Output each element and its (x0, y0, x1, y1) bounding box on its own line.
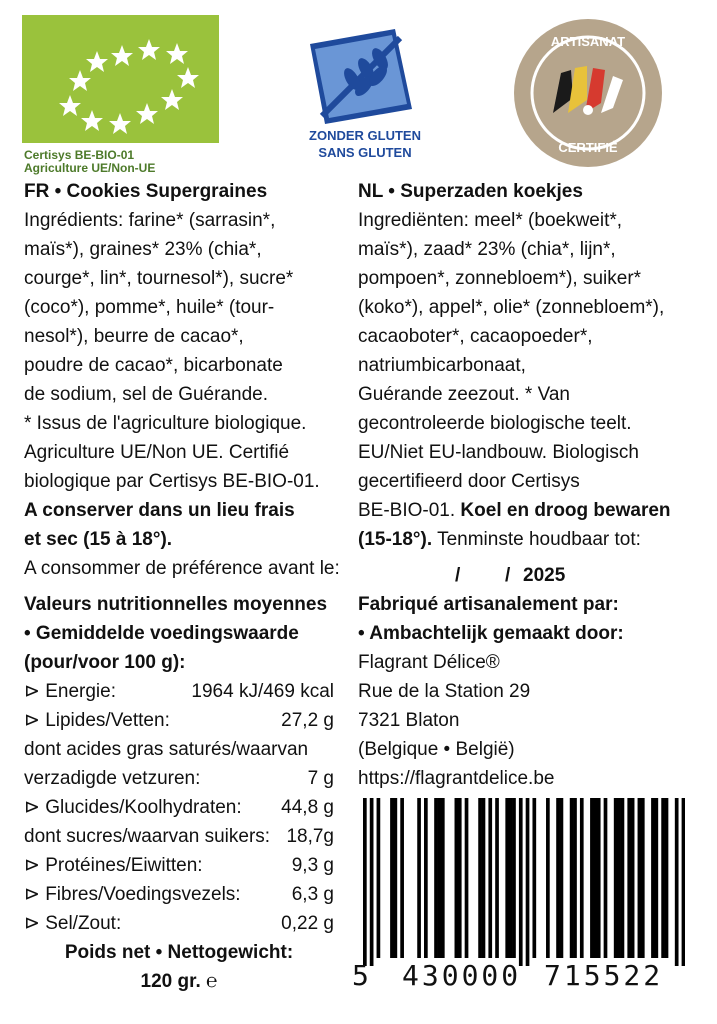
fr-ingredients-line: nesol*), beurre de cacao*, (24, 326, 244, 347)
barcode-guard-bar (526, 798, 530, 966)
nutrition-row-protein: ⊳ Protéines/Eiwitten: 9,3 g (24, 855, 334, 876)
fr-ingredients-line: Ingrédients: farine* (sarrasin*, (24, 210, 276, 231)
barcode-bar (390, 798, 394, 958)
barcode-bar (560, 798, 564, 958)
barcode-bar (505, 798, 509, 958)
nutrition-row-fibre: ⊳ Fibres/Voedingsvezels: 6,3 g (24, 884, 334, 905)
barcode-bar (546, 798, 550, 958)
nl-organic-note: gecertifieerd door Certisys (358, 471, 580, 492)
nl-ingredients-line: Guérande zeezout. * Van (358, 384, 570, 405)
maker-title: • Ambachtelijk gemaakt door: (358, 623, 624, 644)
barcode-bar (651, 798, 655, 958)
barcode-bar (377, 798, 381, 958)
maker-title: Fabriqué artisanalement par: (358, 594, 619, 615)
artisanat-certifie-logo (513, 18, 663, 168)
barcode-bar (597, 798, 601, 958)
nutrition-row-fat: ⊳ Lipides/Vetten: 27,2 g (24, 710, 334, 731)
maker-name: Flagrant Délice® (358, 652, 500, 673)
nl-best-before: (15-18°). Tenminste houdbaar tot: (358, 529, 641, 550)
fr-ingredients-line: poudre de cacao*, bicarbonate (24, 355, 283, 376)
nl-ingredients-line: maïs*), zaad* 23% (chia*, lijn*, (358, 239, 616, 260)
fr-storage: et sec (15 à 18°). (24, 529, 173, 550)
nutrition-row-saturates: verzadigde vetzuren: 7 g (24, 768, 334, 789)
barcode-bar (614, 798, 618, 958)
barcode-bar (654, 798, 658, 958)
barcode-bar (617, 798, 621, 958)
barcode-guard-bar (363, 798, 367, 966)
barcode-guard-bar (370, 798, 374, 966)
barcode-bar (573, 798, 577, 958)
barcode-bar (604, 798, 608, 958)
gluten-free-wheat-icon (300, 24, 430, 174)
svg-text:ARTISANAT: ARTISANAT (550, 34, 626, 49)
date-slash: / (505, 565, 511, 586)
fr-best-before: A consommer de préférence avant le: (24, 558, 340, 579)
nl-ingredients-line: pompoen*, zonnebloem*), suiker* (358, 268, 642, 289)
barcode-bar (455, 798, 459, 958)
barcode-guard-bar (675, 798, 679, 966)
svg-text:CERTIFIÉ: CERTIFIÉ (558, 140, 618, 155)
fr-organic-note: Agriculture UE/Non UE. Certifié (24, 442, 290, 463)
date-year: 2025 (523, 565, 566, 586)
barcode-bar (458, 798, 462, 958)
barcode-bar (400, 798, 404, 958)
maker-street: Rue de la Station 29 (358, 681, 531, 702)
barcode-bar (556, 798, 560, 958)
fr-title: FR • Cookies Supergraines (24, 181, 268, 202)
net-weight-label: Poids net • Nettogewicht: (64, 942, 294, 963)
barcode-bar (638, 798, 642, 958)
fr-ingredients-line: courge*, lin*, tournesol*), sucre* (24, 268, 294, 289)
nutrition-row-salt: ⊳ Sel/Zout: 0,22 g (24, 913, 334, 934)
nutrition-title: Valeurs nutritionnelles moyennes (24, 594, 328, 615)
fr-ingredients-line: de sodium, sel de Guérande. (24, 384, 268, 405)
barcode-bar (441, 798, 445, 958)
barcode-bar (438, 798, 442, 958)
barcode-bar (593, 798, 597, 958)
barcode-bar (478, 798, 482, 958)
barcode-bar (482, 798, 486, 958)
fr-organic-note: * Issus de l'agriculture biologique. (24, 413, 307, 434)
barcode-bar (590, 798, 594, 958)
barcode-bar (570, 798, 574, 958)
barcode-bar (661, 798, 665, 958)
barcode-guard-bar (519, 798, 523, 966)
barcode-guard-bar (682, 798, 685, 966)
nl-ingredients-line: cacaoboter*, cacaopoeder*, (358, 326, 593, 347)
barcode-bar (509, 798, 513, 958)
artisan-hands-icon (513, 18, 663, 168)
maker-city: 7321 Blaton (358, 710, 460, 731)
maker-country: (Belgique • België) (358, 739, 515, 760)
barcode-bars-icon (363, 798, 685, 966)
nl-title: NL • Superzaden koekjes (358, 181, 583, 202)
barcode-bar (417, 798, 421, 958)
barcode-bar (641, 798, 645, 958)
nutrition-row-carbohydrates: ⊳ Glucides/Koolhydraten: 44,8 g (24, 797, 334, 818)
svg-text:SANS GLUTEN: SANS GLUTEN (318, 145, 412, 160)
fr-organic-note: biologique par Certisys BE-BIO-01. (24, 471, 320, 492)
nutrition-row-energy: ⊳ Energie: 1964 kJ/469 kcal (24, 681, 334, 702)
nl-ingredients-line: (koko*), appel*, olie* (zonnebloem*), (358, 297, 665, 318)
fr-storage: A conserver dans un lieu frais (24, 500, 295, 521)
net-weight: 120 gr. ℮ (140, 971, 218, 992)
organic-certification-text: Certisys BE-BIO-01 Agriculture UE/Non-UE (24, 148, 156, 175)
date-slash: / (455, 565, 461, 586)
fr-ingredients-line: maïs*), graines* 23% (chia*, (24, 239, 262, 260)
barcode (363, 798, 685, 966)
nl-storage: BE-BIO-01. Koel en droog bewaren (358, 500, 671, 521)
nl-ingredients-line: Ingrediënten: meel* (boekweit*, (358, 210, 623, 231)
eu-organic-leaf-icon (22, 15, 219, 143)
gluten-free-logo (300, 24, 430, 174)
eu-organic-logo (22, 15, 219, 143)
nl-organic-note: EU/Niet EU-landbouw. Biologisch (358, 442, 639, 463)
barcode-bar (488, 798, 492, 958)
nutrition-row-saturates-label: dont acides gras saturés/waarvan (24, 739, 309, 760)
barcode-bar (512, 798, 516, 958)
svg-text:ZONDER GLUTEN: ZONDER GLUTEN (309, 128, 421, 143)
barcode-left-group: 430000 (402, 959, 522, 992)
fr-ingredients-line: (coco*), pomme*, huile* (tour- (24, 297, 275, 318)
barcode-first-digit: 5 (352, 959, 369, 992)
maker-website-link[interactable]: https://flagrantdelice.be (358, 768, 555, 789)
barcode-bar (394, 798, 398, 958)
barcode-bar (627, 798, 631, 958)
nutrition-title: (pour/voor 100 g): (24, 652, 186, 673)
barcode-bar (424, 798, 428, 958)
barcode-bar (465, 798, 469, 958)
estimated-sign-icon: ℮ (206, 971, 218, 992)
barcode-bar (532, 798, 536, 958)
barcode-bar (434, 798, 438, 958)
barcode-bar (631, 798, 635, 958)
nutrition-title: • Gemiddelde voedingswaarde (24, 623, 299, 644)
barcode-bar (495, 798, 499, 958)
nutrition-row-sugars: dont sucres/waarvan suikers: 18,7g (24, 826, 334, 847)
barcode-right-group: 715522 (544, 959, 664, 992)
barcode-bar (580, 798, 584, 958)
barcode-digits (352, 957, 702, 997)
nl-ingredients-line: natriumbicarbonaat, (358, 355, 526, 376)
barcode-bar (621, 798, 625, 958)
nl-organic-note: gecontroleerde biologische teelt. (358, 413, 632, 434)
barcode-bar (665, 798, 669, 958)
